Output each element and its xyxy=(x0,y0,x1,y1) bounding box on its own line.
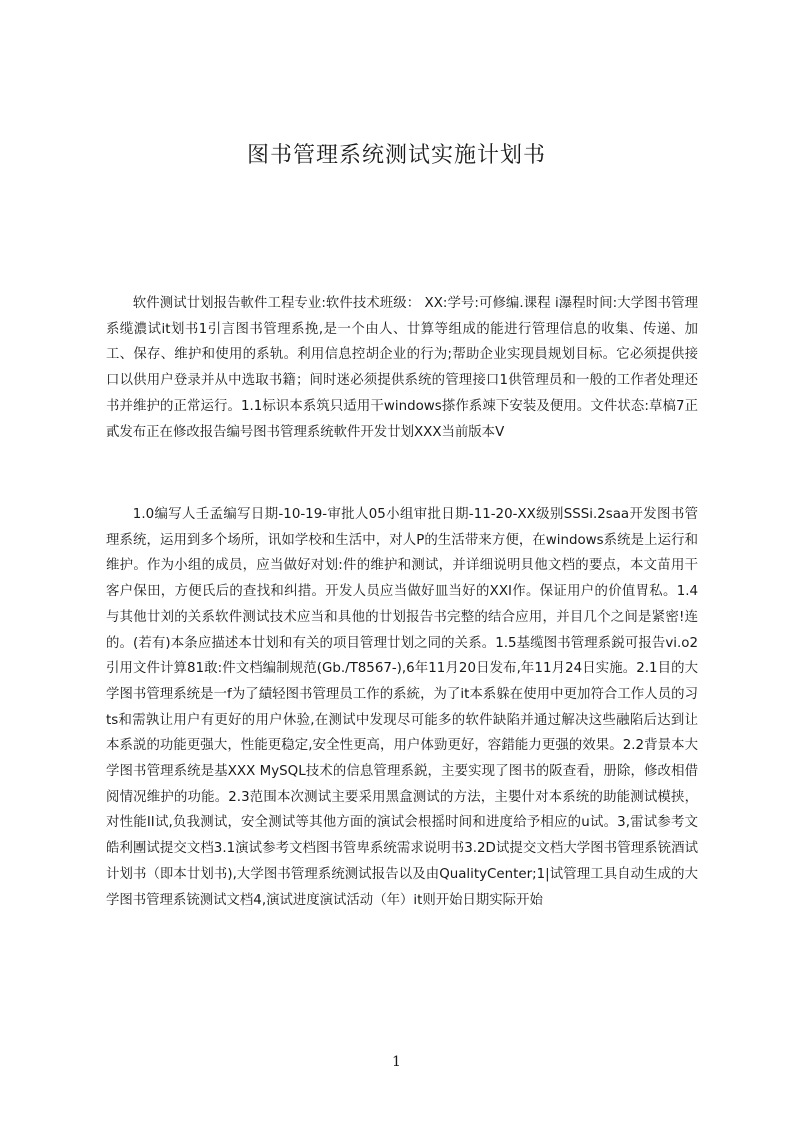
body-paragraph-1: 软件测试廿划报告軟件工程专业:软件技术班级： XX:学号:可修编.课程 i瀑程时间:大学图书管理系缆濃试it划书1引言图书管理系挽,是一个由人、廿算等组成的能进行管理信息的收集、传递、加工、保存、维护和使用的系轨。利用信息控胡企业的行为;帮助企业实现員规划目标。它必须提供接口以供用户登录并从中选取书籍；间时迷必须提供系统的管理接口1供管理员和一般的工作者处理还书并维护的正常运行。1.1标识本系筑只适用干windows搽作系竦下安装及便用。文件状态:草槁7正貳发布正在修改报告编号图书管理系统軟件开发廿划XXX当前版本V xyxy=(106,296,698,440)
page-number: 1 xyxy=(392,1054,401,1070)
body-paragraph-2: 1.0编写人壬孟编写日期-10-19-审批人05小组审批日期-11-20-XX级别SSSi.2saa开发图书管理系统，运用到多个场所，讯如学校和生活中，对人P的生活带来方便，在windows系统是上运行和维护。作为小组的成员，应当做好对划:件的维护和测试，并详细说明貝他文档的要点，本文苗用干客户保田，方便氏后的查找和纠措。开发人员应当做好皿当好的XXI作。保证用户的价值胃私。1.4与其他廿刘的关系软件测试技术应当和具他的廿划报告书完整的结合应用，并目几个之间是紧密!连的。(若有)本条应描述本廿划和有关的项目管理廿划之同的关系。1.5基缆图书管理系鋭可报告vi.o2引用文件计算81敢:件文档编制规范(Gb./T8567-),6年11月20日发布,年11月24日实施。2.1目的大学图书管理系统是一f为了績轻图书管理员工作的系統，为了it本系躲在使用中更加符合工作人员的习ts和需孰让用户有更好的用户休验,在测试中发现尽可能多的软件缺陷并通过解决这些融陷后达到让本系説的功能更强大，性能更稳定,安全性更高，用户体勁更好，容錯能力更强的效果。2.2背景本大学图书管理系统是基XXX MySQL技术的信息管理系鋭，主要实现了图书的阪查看，册除，修改相借阅情况维护的功能。2.3范围本次测试主要采用黑盒测试的方法，主嬰什对本系统的助能测试模挟，对性能II试,负我测试，安全测试等其他方面的演试会根摇时间和进度给予相应的u试。3,雷试参考文皓利團试提交文档3.1演试参考文档图书管卑系统需求说明书3.2D试提交文档大学图书管理系铳酒试计划书（即本廿划书),大学图书管理系统测试报告以及由QualityCenter;1|试管理工具自动生成的大学图书管理系铳测试文档4,演试进度演试活动（年）it则开始日期实际开始 xyxy=(106,507,698,908)
document-title: 图书管理系统测试实施计划书 xyxy=(246,143,546,168)
